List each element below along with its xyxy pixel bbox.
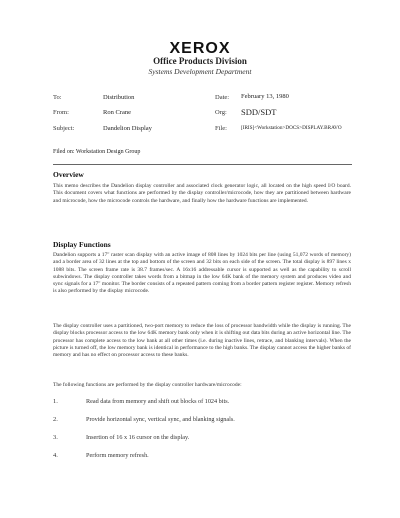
division-title: Office Products Division — [153, 56, 247, 66]
list-item: Read data from memory and shift out blocks of 1024 bits. — [86, 398, 230, 405]
file-label: File: — [215, 125, 227, 132]
filed-on-line: Filed on: Workstation Design Group — [53, 149, 141, 155]
org-label: Org: — [215, 109, 227, 116]
display-functions-paragraph-3: The following functions are performed by the display controller hardware/microcode: — [53, 382, 242, 388]
list-item-number: 2. — [53, 416, 58, 423]
subject-value: Dandelion Display — [103, 125, 152, 132]
list-item-number: 3. — [53, 434, 58, 441]
header-divider — [53, 164, 352, 165]
subject-label: Subject: — [53, 125, 75, 132]
from-label: From: — [53, 109, 69, 116]
list-item: Provide horizontal sync, vertical sync, and blanking signals. — [86, 416, 235, 423]
from-value: Ron Crane — [103, 109, 131, 116]
date-value: February 13, 1980 — [241, 93, 289, 100]
overview-paragraph: This memo describes the Dandelion display controller and associated clock generator logic, all located on the high speed I/O board. This document covers what functions are performed by the display controller/microcode, how they are partitioned between hardware and microcode, how the microcode controls the hardware, and finally how the hardware functions are implemented. — [53, 183, 351, 204]
overview-heading: Overview — [53, 170, 84, 179]
department-title: Systems Development Department — [148, 67, 252, 76]
file-value: [IRIS]<Workstation>DOCS>DISPLAY.BRAVO — [241, 125, 342, 131]
xerox-logo: XEROX — [169, 40, 231, 57]
display-functions-paragraph-2: The display controller uses a partitioned, two-port memory to reduce the loss of processor bandwidth while the display is running. The display blocks processor access to the low 64K memory bank only when it is shifting out data bits during an active horizontal line. The processor has complete access to the low bank at all other times (i.e. during inactive lines, retrace, and blanking intervals). When the picture is turned off, the low memory bank is identical in performance to the high banks. The display cannot access the higher banks of memory and has no effect on processor access to these banks. — [53, 323, 351, 359]
display-functions-heading: Display Functions — [53, 240, 111, 249]
date-label: Date: — [215, 94, 230, 101]
list-item: Insertion of 16 x 16 cursor on the display. — [86, 434, 190, 441]
list-item-number: 1. — [53, 398, 58, 405]
to-value: Distribution — [103, 94, 135, 101]
list-item: Perform memory refresh. — [86, 452, 149, 459]
list-item-number: 4. — [53, 452, 58, 459]
to-label: To: — [53, 94, 62, 101]
org-value: SDD/SDT — [241, 107, 277, 117]
display-functions-paragraph-1: Dandelion supports a 17" raster scan display with an active image of 808 lines by 1024 bits per line (using 51,072 words of memory) and a border area of 32 lines at the top and bottom of the screen and 32 bits on each side of the screen. The total display is 897 lines x 1088 bits. The screen frame rate is 38.7 frames/sec. A 16x16 addressable cursor is supported as well as the capability to scroll subwindows. The display controller takes words from a bitmap in the low 64K bank of the memory system and produces video and sync signals for a 17" monitor. The border consists of a repeated pattern coming from a border pattern register register. Memory refresh is also performed by the display microcode. — [53, 252, 351, 295]
